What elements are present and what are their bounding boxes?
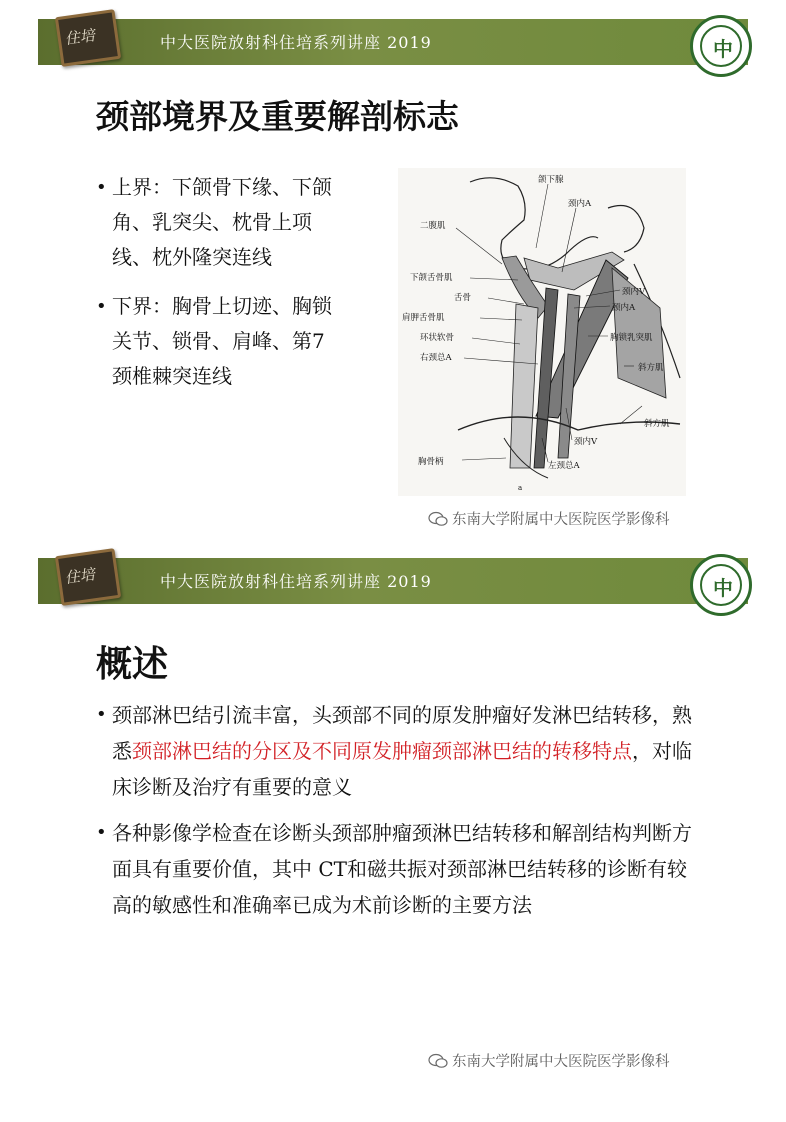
hospital-logo (690, 554, 752, 616)
header-banner (38, 19, 748, 65)
fig-label-hyoid: 舌骨 (454, 293, 472, 303)
wechat-watermark (428, 1050, 670, 1071)
residency-badge (55, 9, 121, 67)
residency-badge (55, 548, 121, 606)
banner-title: 中大医院放射科住培系列讲座 2019 (160, 33, 432, 52)
banner-title: 中大医院放射科住培系列讲座 2019 (160, 572, 432, 591)
fig-label-digastric: 二腹肌 (420, 221, 446, 231)
lower-boundary-item: • 下界：胸骨上切迹、胸锁关节、锁骨、肩峰、第7颈椎棘突连线 (96, 289, 336, 394)
badge-text: 住培 (63, 26, 96, 49)
fig-label-trapezius-2: 斜方肌 (644, 419, 670, 429)
logo-ring (700, 25, 742, 67)
fig-label-submandibular-gland: 颌下腺 (538, 175, 564, 185)
fig-label-manubrium: 胸骨柄 (418, 457, 444, 467)
logo-mark-icon: 中 (713, 37, 733, 61)
hospital-logo (690, 15, 752, 77)
slide-title: 颈部境界及重要解剖标志 (96, 97, 459, 136)
fig-label-scm: 胸锁乳突肌 (610, 333, 653, 343)
lymph-drainage-item (96, 697, 696, 805)
wechat-icon (428, 1053, 448, 1069)
wechat-icon (428, 511, 448, 527)
header-banner (38, 558, 748, 604)
slide-title: 概述 (96, 644, 169, 685)
logo-mark-icon: 中 (713, 576, 733, 600)
fig-label-mylohyoid: 下颌舌骨肌 (410, 273, 453, 283)
fig-label-trapezius: 斜方肌 (638, 363, 664, 373)
fig-label-internal-jugular-2: 颈内V (574, 437, 598, 447)
upper-boundary-item: • 上界：下颌骨下缘、下颌角、乳突尖、枕骨上项线、枕外隆突连线 (96, 170, 336, 275)
slide-neck-boundaries (0, 0, 786, 540)
fig-panel-letter: a (518, 484, 523, 492)
bullet-text-part2: ，对临床诊断及治疗有重要的意义 (112, 739, 692, 799)
fig-label-omohyoid: 肩胛舌骨肌 (402, 313, 445, 323)
bullet-text-part1: 颈部淋巴结引流丰富，头颈部不同的原发肿瘤好发淋巴结转移，熟悉 (112, 703, 692, 763)
highlighted-text: 颈部淋巴结的分区及不同原发肿瘤颈部淋巴结的转移特点 (132, 739, 632, 763)
fig-label-internal-jugular: 颈内V (622, 287, 646, 297)
watermark-text: 东南大学附属中大医院医学影像科 (452, 1054, 670, 1070)
watermark-text: 东南大学附属中大医院医学影像科 (452, 512, 670, 528)
wechat-watermark (428, 508, 670, 529)
neck-anatomy-figure (398, 168, 686, 496)
boundary-list (96, 170, 336, 408)
fig-label-cricoid: 环状软骨 (420, 333, 455, 343)
fig-label-left-common-carotid: 左颈总A (548, 461, 580, 471)
fig-label-right-common-carotid: 右颈总A (420, 353, 452, 363)
overview-list (96, 697, 696, 933)
fig-label-internal-carotid: 颈内A (568, 199, 592, 209)
slide-overview (0, 540, 786, 1080)
imaging-methods-item: • 各种影像学检查在诊断头颈部肿瘤颈淋巴结转移和解剖结构判断方面具有重要价值，其中 CT和磁共振对颈部淋巴结转移的诊断有较高的敏感性和准确率已成为术前诊断的主要方法 (96, 815, 696, 923)
fig-label-internal-carotid-2: 颈内A (612, 303, 636, 313)
badge-text: 住培 (63, 565, 96, 588)
logo-ring (700, 564, 742, 606)
